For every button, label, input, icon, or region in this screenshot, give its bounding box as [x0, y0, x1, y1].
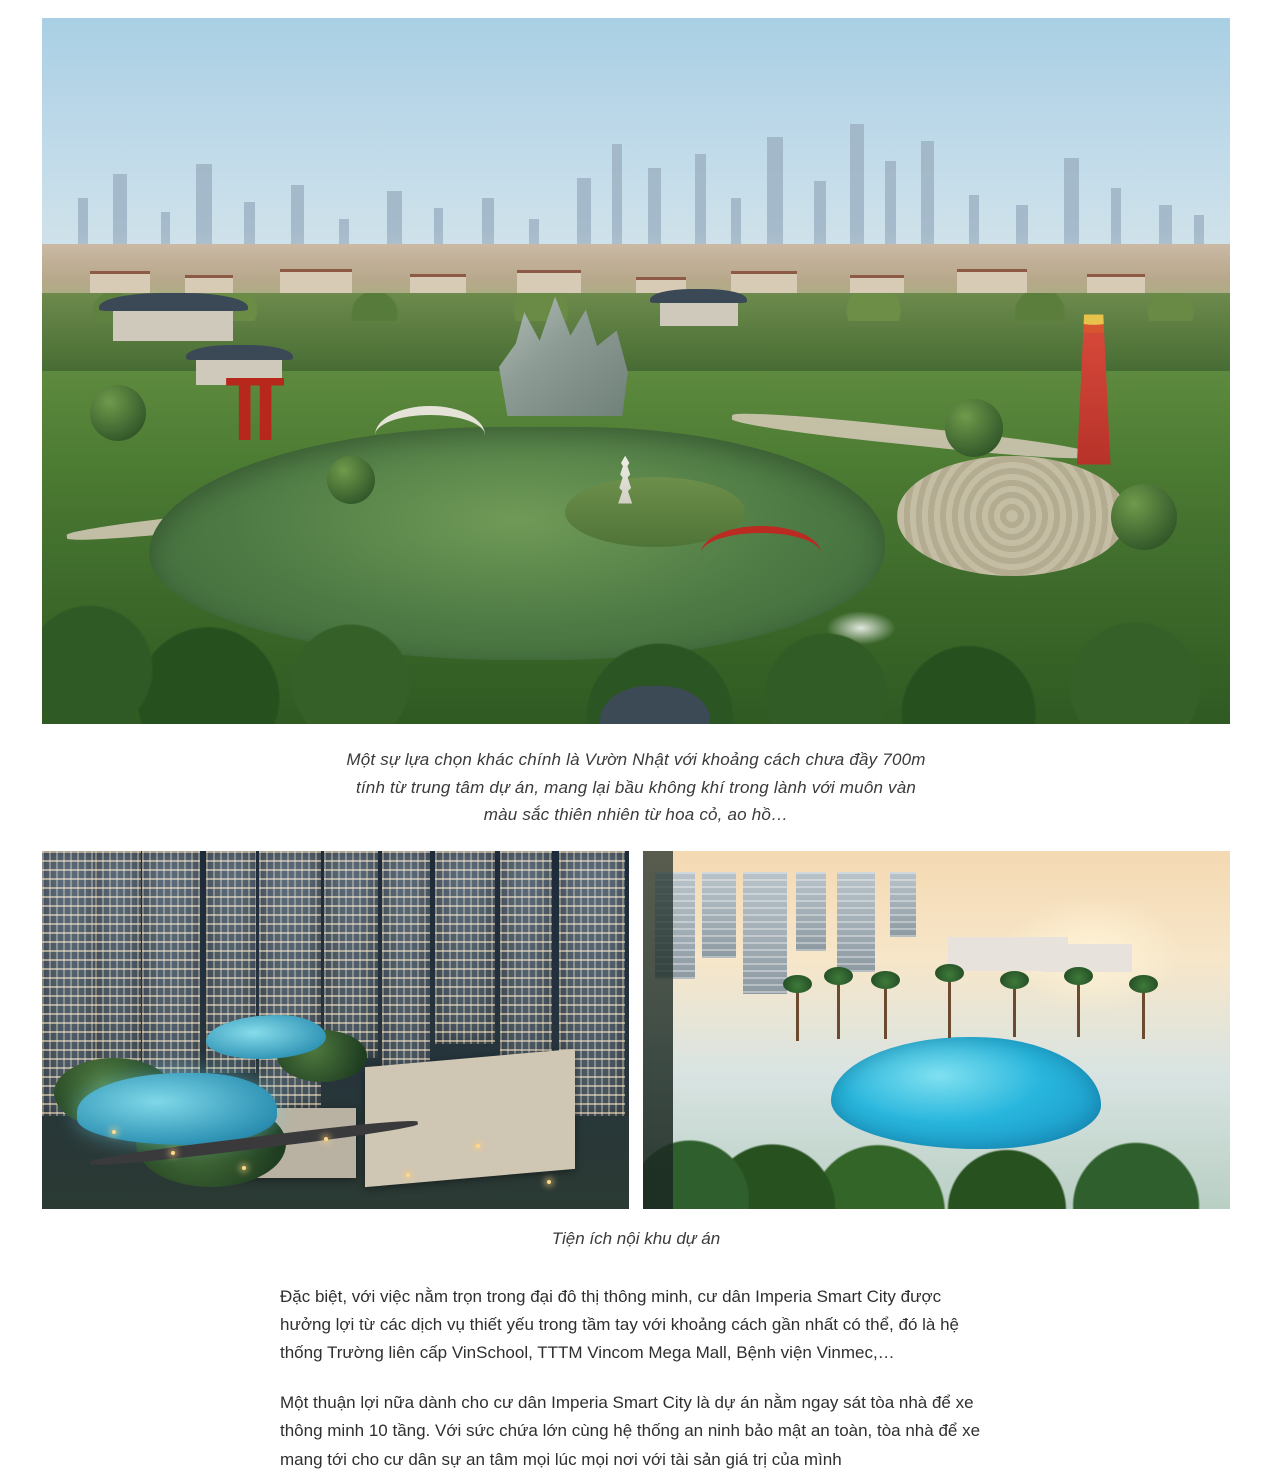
hero-caption-line-1: Một sự lựa chọn khác chính là Vườn Nhật với khoảng cách chưa đầy 700m — [346, 750, 926, 769]
hero-caption-line-3: màu sắc thiên nhiên từ hoa cỏ, ao hồ… — [483, 805, 789, 825]
gallery-left-figure — [42, 851, 629, 1209]
gallery-caption: Tiện ích nội khu dự án — [551, 1228, 721, 1248]
tree — [945, 399, 1003, 457]
hero-caption — [42, 724, 1230, 829]
hero-image — [42, 18, 1230, 724]
japanese-pavilion — [113, 307, 233, 341]
podium-building — [365, 1049, 575, 1187]
gallery-row — [42, 851, 1230, 1209]
paragraph-2: Một thuận lợi nữa dành cho cư dân Imperia Smart City là dự án nằm ngay sát tòa nhà để xe thông minh 10 tầng. Với sức chứa lớn cùng hệ thống an ninh bảo mật an toàn, tòa nhà để xe mang tới cho cư dân sự an tâm mọi lúc mọi nơi với tài sản giá trị của mình — [280, 1393, 981, 1469]
foreground-greenery — [643, 1130, 1230, 1209]
tree — [327, 456, 375, 504]
japanese-pavilion — [660, 300, 738, 326]
paragraph-1: Đặc biệt, với việc nằm trọn trong đại đô thị thông minh, cư dân Imperia Smart City được hưởng lợi từ các dịch vụ thiết yếu trong tầm tay với khoảng cách gần nhất có thể, đó là hệ thống Trường liên cấp VinSchool, TTTM Vincom Mega Mall, Bệnh viện Vinmec,… — [280, 1286, 959, 1363]
gallery-right-figure — [643, 851, 1230, 1209]
building-edge — [643, 851, 673, 1209]
hero-figure — [42, 18, 1230, 829]
gallery-image-left — [42, 851, 629, 1209]
article-body — [280, 1283, 992, 1474]
gallery-image-right — [643, 851, 1230, 1209]
tree — [90, 385, 146, 441]
hero-caption-line-2: tính từ trung tâm dự án, mang lại bầu không khí trong lành với muôn vàn — [355, 777, 917, 797]
